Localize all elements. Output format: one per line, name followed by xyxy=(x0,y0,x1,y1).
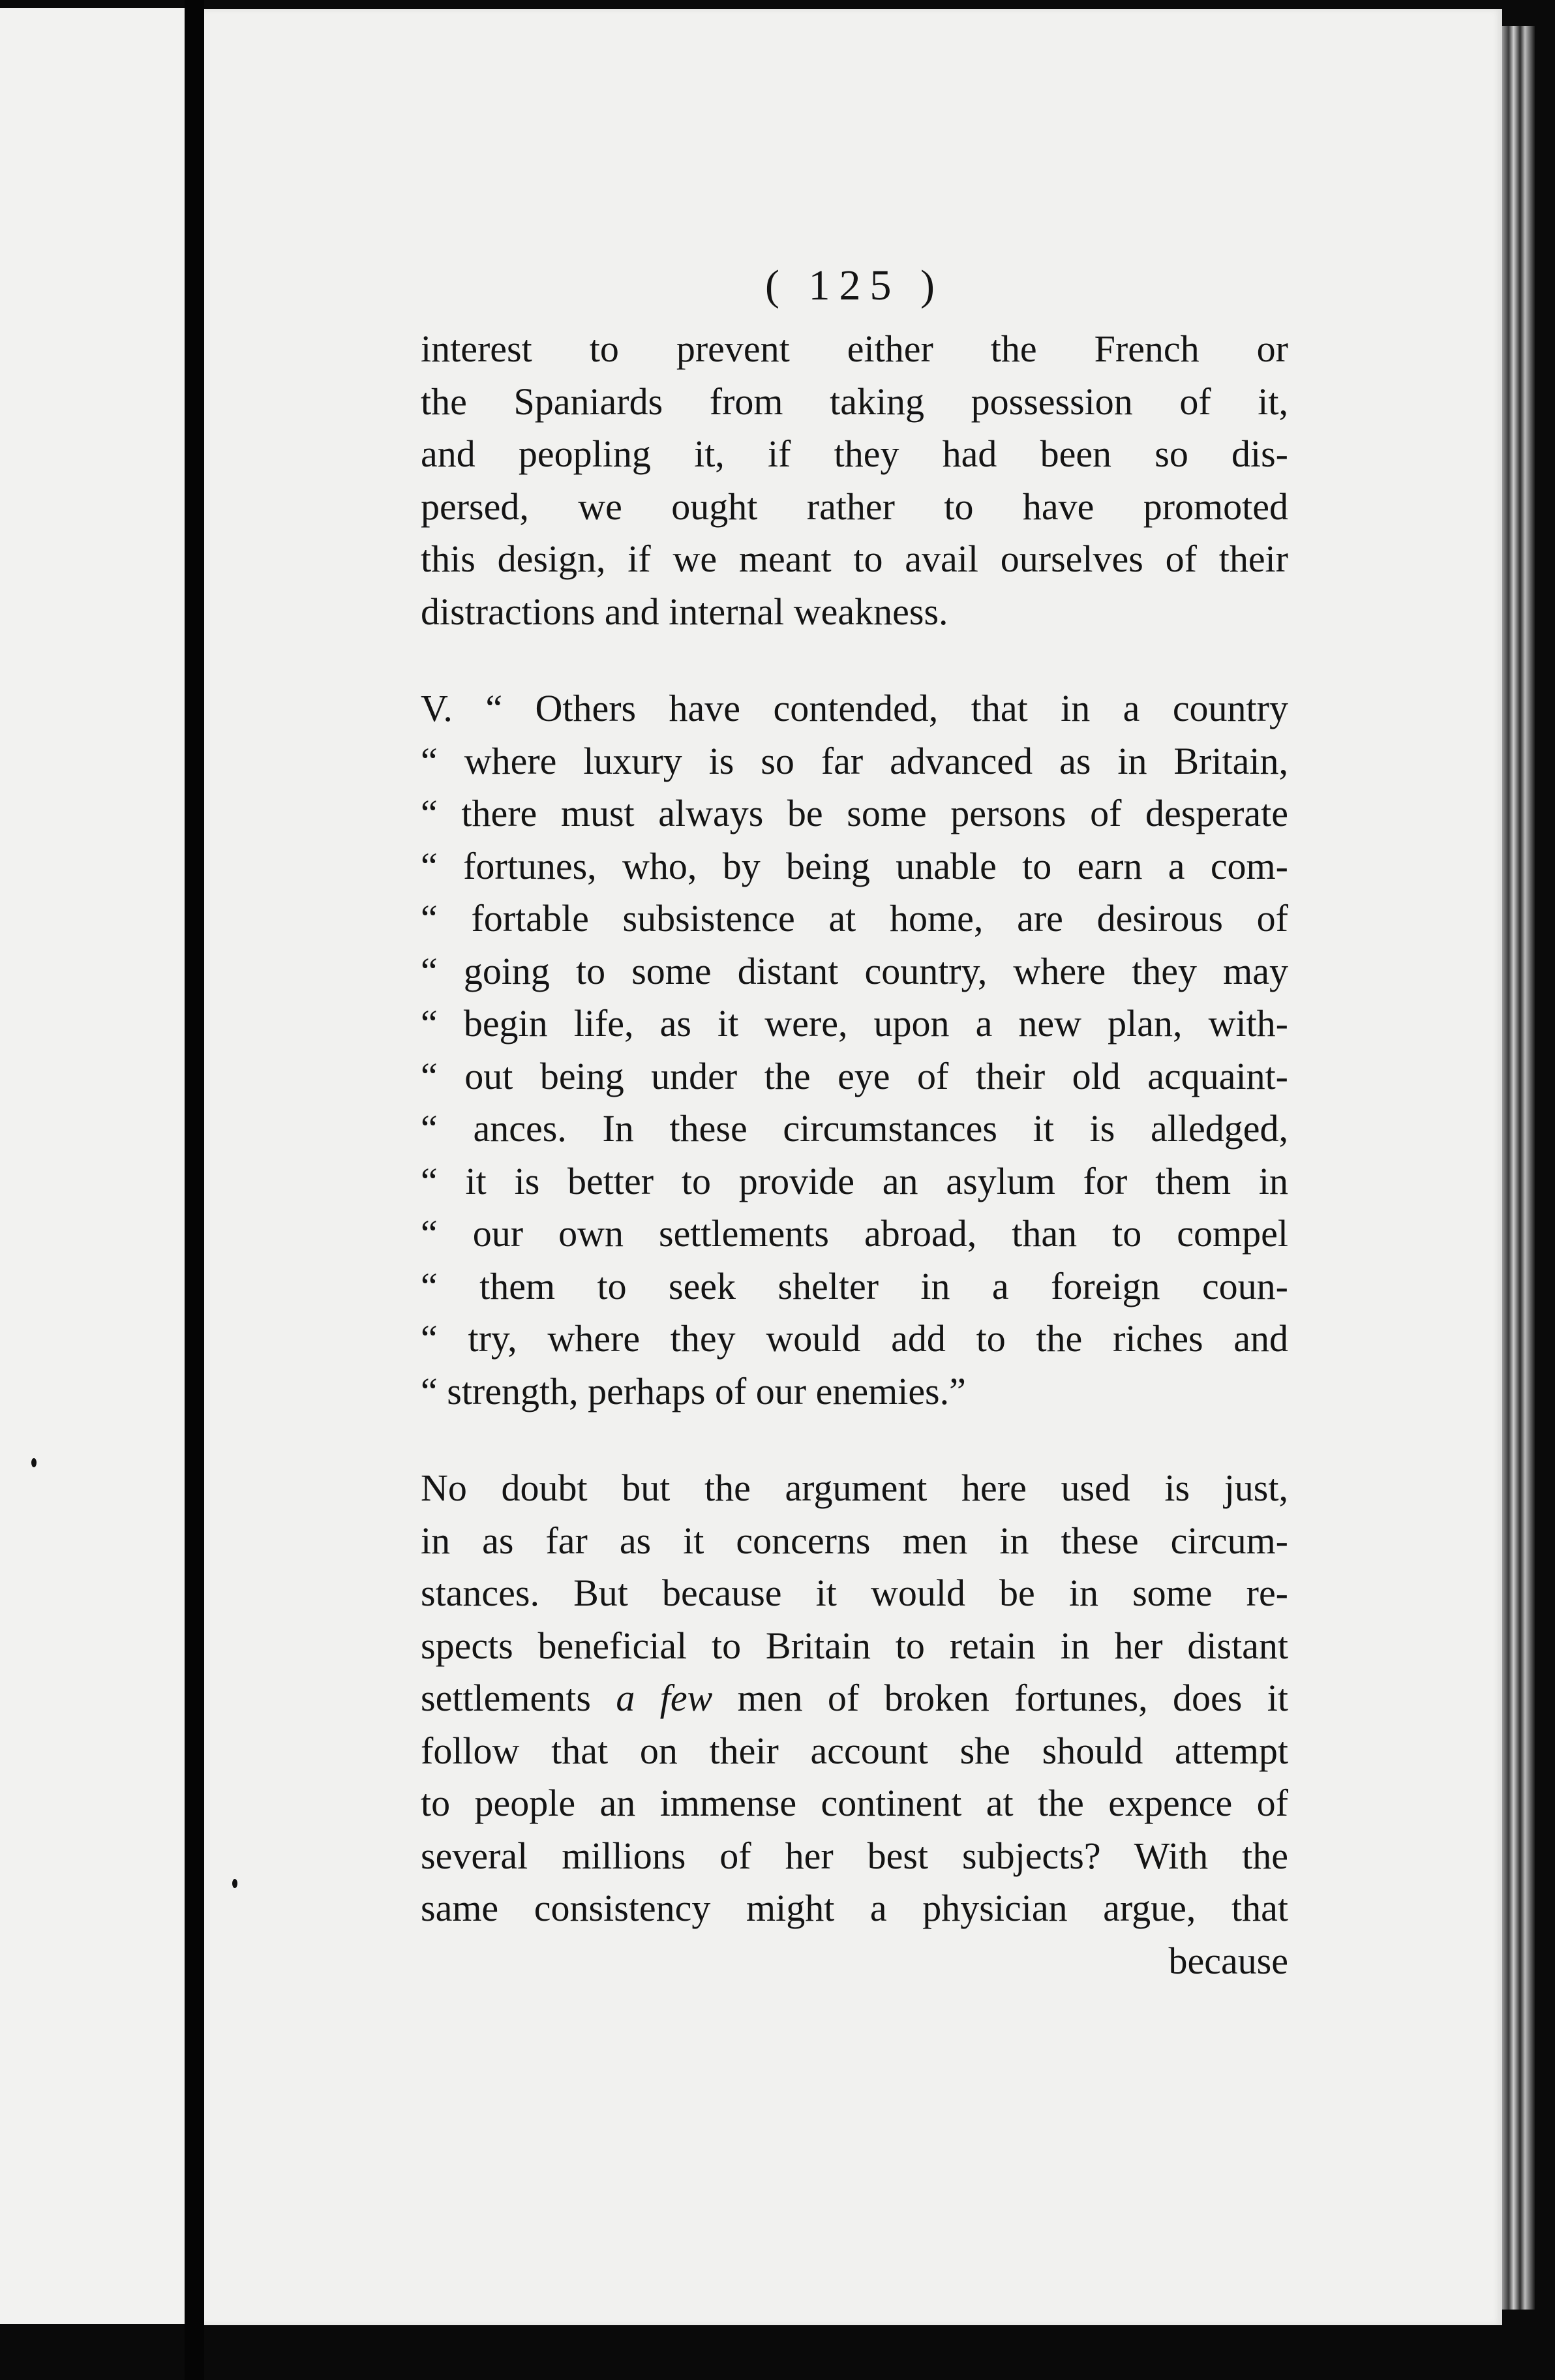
ink-speck xyxy=(232,1879,237,1888)
text-line: “ out being under the eye of their old acquaint- xyxy=(421,1054,1288,1097)
text-line: interest to prevent either the French or xyxy=(421,328,1288,370)
paragraph-continued xyxy=(421,323,1288,638)
text-segment: men of broken fortunes, does it xyxy=(712,1677,1288,1719)
text-line: “ ances. In these circumstances it is alledged, xyxy=(421,1107,1288,1150)
text-line-with-italic xyxy=(421,1672,1288,1725)
paragraph-quotation xyxy=(421,682,1288,1418)
text-line: “ where luxury is so far advanced as in Britain, xyxy=(421,739,1288,782)
text-segment: settlements xyxy=(421,1677,616,1719)
text-line: No doubt but the argument here used is just, xyxy=(421,1467,1288,1509)
text-line: “ our own settlements abroad, than to compel xyxy=(421,1212,1288,1255)
text-line: in as far as it concerns men in these circum- xyxy=(421,1519,1288,1562)
text-line: “ try, where they would add to the riches and xyxy=(421,1317,1288,1360)
text-line: this design, if we meant to avail ourselves of their xyxy=(421,538,1288,580)
text-line: “ fortable subsistence at home, are desirous of xyxy=(421,897,1288,939)
text-line: persed, we ought rather to have promoted xyxy=(421,485,1288,528)
text-line: stances. But because it would be in some re- xyxy=(421,1572,1288,1614)
text-line: “ going to some distant country, where they may xyxy=(421,949,1288,992)
book-gutter xyxy=(185,0,204,2380)
text-line: and peopling it, if they had been so dis- xyxy=(421,433,1288,475)
text-line: “ begin life, as it were, upon a new plan, with- xyxy=(421,1002,1288,1045)
left-page-edge xyxy=(0,8,185,2324)
page-text xyxy=(421,248,1288,1987)
page-number: ( 125 ) xyxy=(765,262,944,309)
text-line: “ it is better to provide an asylum for them in xyxy=(421,1159,1288,1202)
italic-phrase: a few xyxy=(616,1677,713,1719)
text-line: to people an immense continent at the expence of xyxy=(421,1782,1288,1824)
text-line: “ strength, perhaps of our enemies.” xyxy=(421,1369,966,1412)
paragraph-argument xyxy=(421,1462,1288,1987)
text-line: the Spaniards from taking possession of it, xyxy=(421,380,1288,423)
text-line: V. “ Others have contended, that in a country xyxy=(421,687,1288,729)
text-line: “ fortunes, who, by being unable to earn a com- xyxy=(421,844,1288,887)
page-fore-edge xyxy=(1502,26,1535,2310)
text-line: several millions of her best subjects? With the xyxy=(421,1834,1288,1877)
catchword: because xyxy=(1168,1939,1288,1982)
text-line: same consistency might a physician argue, that xyxy=(421,1887,1288,1929)
text-line: “ them to seek shelter in a foreign coun- xyxy=(421,1264,1288,1307)
ink-speck xyxy=(31,1458,37,1467)
text-line: follow that on their account she should attempt xyxy=(421,1729,1288,1772)
text-line: “ there must always be some persons of desperate xyxy=(421,792,1288,834)
text-line: spects beneficial to Britain to retain in her distant xyxy=(421,1624,1288,1667)
text-line: distractions and internal weakness. xyxy=(421,590,948,633)
